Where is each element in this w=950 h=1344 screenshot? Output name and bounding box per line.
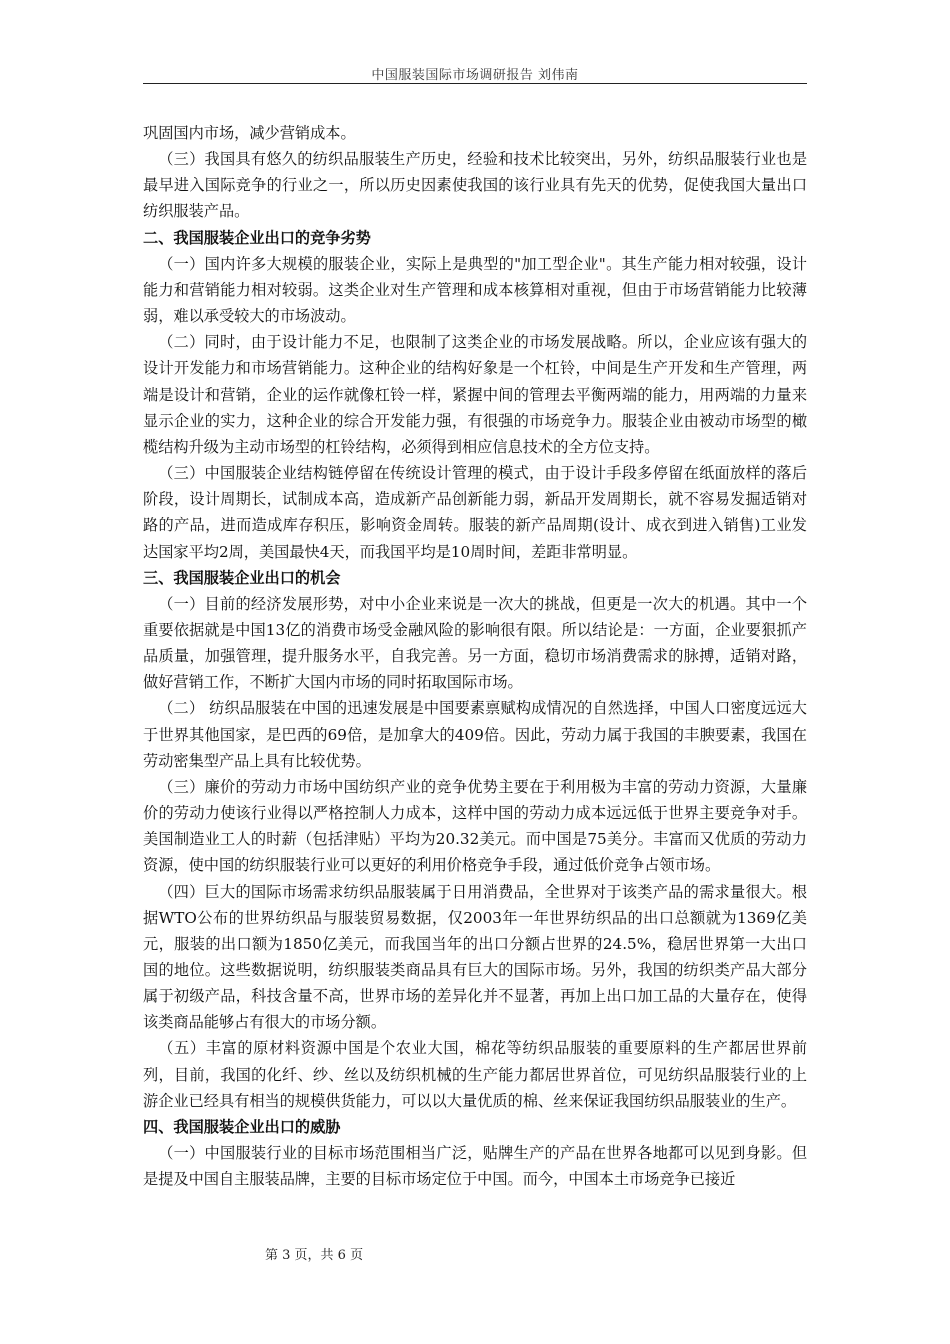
paragraph: （二）同时，由于设计能力不足，也限制了这类企业的市场发展战略。所以，企业应该有强大的设计开发能力和市场营销能力。这种企业的结构好象是一个杠铃，中间是生产开发和生产管理，两端是设计和营销，企业的运作就像杠铃一样，紧握中间的管理去平衡两端的能力，用两端的力量来显示企业的实力，这种企业的综合开发能力强，有很强的市场竞争力。服装企业由被动市场型的橄榄结构升级为主动市场型的杠铃结构，必须得到相应信息技术的全方位支持。	[143, 333, 807, 456]
header-rule	[143, 83, 807, 84]
paragraph: （三）廉价的劳动力市场中国纺织产业的竞争优势主要在于利用极为丰富的劳动力资源，大量廉价的劳动力使该行业得以严格控制人力成本，这样中国的劳动力成本远远低于世界主要竞争对手。美国制造业工人的时薪（包括津贴）平均为20.32美元。而中国是75美分。丰富而又优质的劳动力资源，使中国的纺织服装行业可以更好的利用价格竞争手段，通过低价竞争占领市场。	[143, 777, 807, 875]
paragraph: （四）巨大的国际市场需求纺织品服装属于日用消费品，全世界对于该类产品的需求量很大。根据WTO公布的世界纺织品与服装贸易数据，仅2003年一年世界纺织品的出口总额就为1369亿美元，服装的出口额为1850亿美元，而我国当年的出口分额占世界的24.5%，稳居世界第一大出口国的地位。这些数据说明，纺织服装类商品具有巨大的国际市场。另外，我国的纺织类产品大部分属于初级产品，科技含量不高，世界市场的差异化并不显著，再加上出口加工品的大量存在，使得该类商品能够占有很大的市场分额。	[143, 882, 807, 1032]
page-header: 中国服装国际市场调研报告 刘伟南	[371, 68, 579, 83]
section-heading: 四、我国服装企业出口的威胁	[143, 1117, 341, 1136]
page-footer: 第 3 页，共 6 页	[265, 1248, 364, 1263]
paragraph: （五）丰富的原材料资源中国是个农业大国，棉花等纺织品服装的重要原料的生产都居世界前列，目前，我国的化纤、纱、丝以及纺织机械的生产能力都居世界首位，可见纺织品服装行业的上游企业已经具有相当的规模供货能力，可以以大量优质的棉、丝来保证我国纺织品服装业的生产。	[143, 1039, 807, 1110]
paragraph: （三）中国服装企业结构链停留在传统设计管理的模式，由于设计手段多停留在纸面放样的落后阶段，设计周期长，试制成本高，造成新产品创新能力弱，新品开发周期长，就不容易发掘适销对路的产品，进而造成库存积压，影响资金周转。服装的新产品周期(设计、成衣到进入销售)工业发达国家平均2周，美国最快4天，而我国平均是10周时间，差距非常明显。	[143, 464, 807, 561]
section-heading: 三、我国服装企业出口的机会	[143, 568, 341, 587]
paragraph-continuation: 巩固国内市场，减少营销成本。	[143, 124, 356, 142]
paragraph: （一）目前的经济发展形势，对中小企业来说是一次大的挑战，但更是一次大的机遇。其中一个重要依据就是中国13亿的消费市场受金融风险的影响很有限。所以结论是：一方面，企业要狠抓产品质量，加强管理，提升服务水平，自我完善。另一方面，稳切市场消费需求的脉搏，适销对路，做好营销工作，不断扩大国内市场的同时拓取国际市场。	[143, 594, 807, 692]
section-heading: 二、我国服装企业出口的竞争劣势	[143, 228, 371, 247]
paragraph: （三）我国具有悠久的纺织品服装生产历史，经验和技术比较突出，另外，纺织品服装行业也是最早进入国际竞争的行业之一，所以历史因素使我国的该行业具有先天的优势，促使我国大量出口纺织服装产品。	[143, 150, 807, 221]
paragraph: （二） 纺织品服装在中国的迅速发展是中国要素禀赋构成情况的自然选择，中国人口密度远远大于世界其他国家，是巴西的69倍，是加拿大的409倍。因此，劳动力属于我国的丰腴要素，我国在劳动密集型产品上具有比较优势。	[143, 699, 807, 770]
document-body	[143, 120, 807, 1192]
paragraph: （一）国内许多大规模的服装企业，实际上是典型的"加工型企业"。其生产能力相对较强，设计能力和营销能力相对较弱。这类企业对生产管理和成本核算相对重视，但由于市场营销能力比较薄弱，难以承受较大的市场波动。	[143, 254, 807, 326]
paragraph: （一）中国服装行业的目标市场范围相当广泛，贴牌生产的产品在世界各地都可以见到身影。但是提及中国自主服装品牌，主要的目标市场定位于中国。而今，中国本土市场竞争已接近	[143, 1144, 807, 1189]
